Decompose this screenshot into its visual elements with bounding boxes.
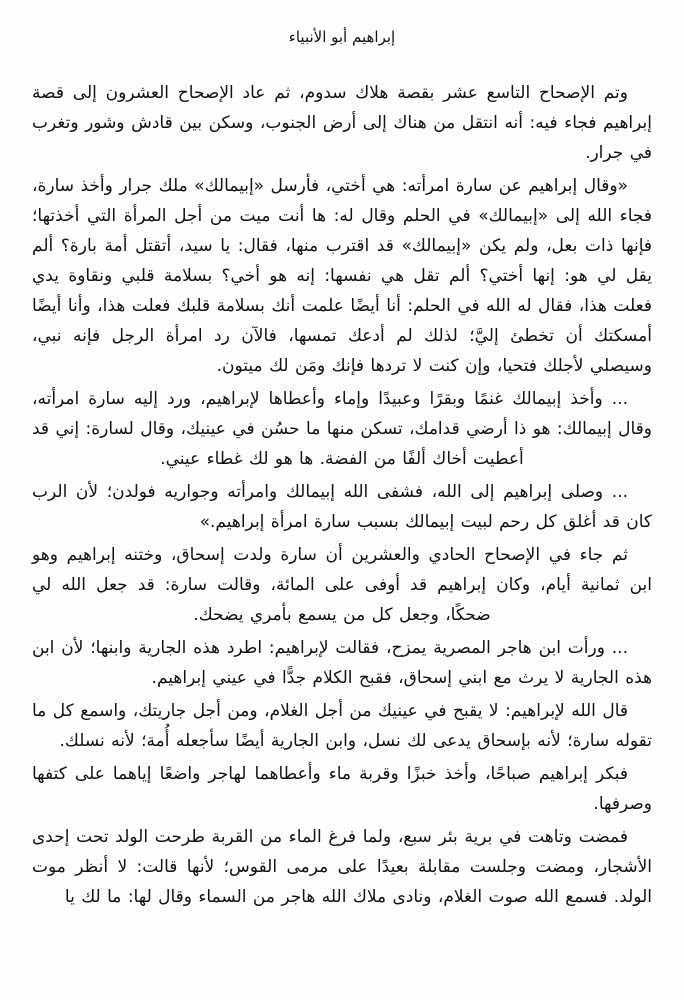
paragraph: ... ورأت ابن هاجر المصرية يمزح، فقالت لإبراهيم: اطرد هذه الجارية وابنها؛ لأن ابن هذه الجارية لا يرث مع ابني إسحاق، فقبح الكلام جدًّا في عيني إبراهيم.: [32, 638, 652, 688]
paragraph: «وقال إبراهيم عن سارة امرأته: هي أختي، فأرسل «إبيمالك» ملك جرار وأخذ سارة، فجاء الله إلى «إبيمالك» في الحلم وقال له: ها أنت ميت من أجل المرأة التي أخذتها؛ فإنها ذات بعل، ولم يكن «إبيمالك» قد اقترب منها، فقال: يا سيد، أتقتل أمة بارة؟ ألم يقل لي هو: إنها أختي؟ ألم تقل هي نفسها: إنه هو أخي؟ بسلامة قلبي ونقاوة يدي فعلت هذا، فقال له الله في الحلم: أنا أيضًا علمت أنك بسلامة قلبك فعلت هذا، وأنا أيضًا أمسكتك أن تخطئ إليَّ؛ لذلك لم أدعك تمسها، فالآن رد امرأة الرجل فإنه نبي، وسيصلي لأجلك فتحيا، وإن كنت لا تردها فإنك ومَن لك ميتون.: [32, 176, 652, 376]
running-head-title: إبراهيم أبو الأنبياء: [288, 28, 396, 46]
paragraph: وتم الإصحاح التاسع عشر بقصة هلاك سدوم، ثم عاد الإصحاح العشرون إلى قصة إبراهيم فجاء فيه: أنه انتقل من هناك إلى أرض الجنوب، وسكن بين قادش وشور وتغرب في جرار.: [32, 83, 652, 163]
paragraph: فمضت وتاهت في برية بئر سبع، ولما فرغ الماء من القربة طرحت الولد تحت إحدى الأشجار، ومضت وجلست مقابلة بعيدًا على مرمى القوس؛ لأنها قالت: لا أنظر موت الولد. فسمع الله صوت الغلام، ونادى ملاك الله هاجر من السماء وقال لها: ما لك يا: [32, 827, 652, 907]
paragraph: فبكر إبراهيم صباحًا، وأخذ خبزًا وقربة ماء وأعطاهما لهاجر واضعًا إياهما على كتفها وصرفها.: [32, 764, 652, 814]
paragraph: ثم جاء في الإصحاح الحادي والعشرين أن سارة ولدت إسحاق، وختنه إبراهيم وهو ابن ثمانية أيام، وكان إبراهيم قد أوفى على المائة، وقالت سارة: قد جعل الله لي ضحكًا، وجعل كل من يسمع بأمري يضحك.: [32, 545, 652, 625]
paragraph: ... وأخذ إبيمالك غنمًا وبقرًا وعبيدًا وإماء وأعطاها لإبراهيم، ورد إليه سارة امرأته، وقال إبيمالك: هو ذا أرضي قدامك، تسكن منها ما حسُن في عينيك، وقال لسارة: إني قد أعطيت أخاك ألفًا من الفضة. ها هو لك غطاء عيني.: [32, 389, 652, 469]
page-body-text: [32, 78, 652, 912]
paragraph: قال الله لإبراهيم: لا يقبح في عينيك من أجل الغلام، ومن أجل جاريتك، واسمع كل ما تقوله سارة؛ لأنه بإسحاق يدعى لك نسل، وابن الجارية أيضًا سأجعله أُمة؛ لأنه نسلك.: [32, 701, 652, 751]
paragraph: ... وصلى إبراهيم إلى الله، فشفى الله إبيمالك وامرأته وجواريه فولدن؛ لأن الرب كان قد أغلق كل رحم لبيت إبيمالك بسبب سارة امرأة إبراهيم.»: [32, 482, 652, 532]
